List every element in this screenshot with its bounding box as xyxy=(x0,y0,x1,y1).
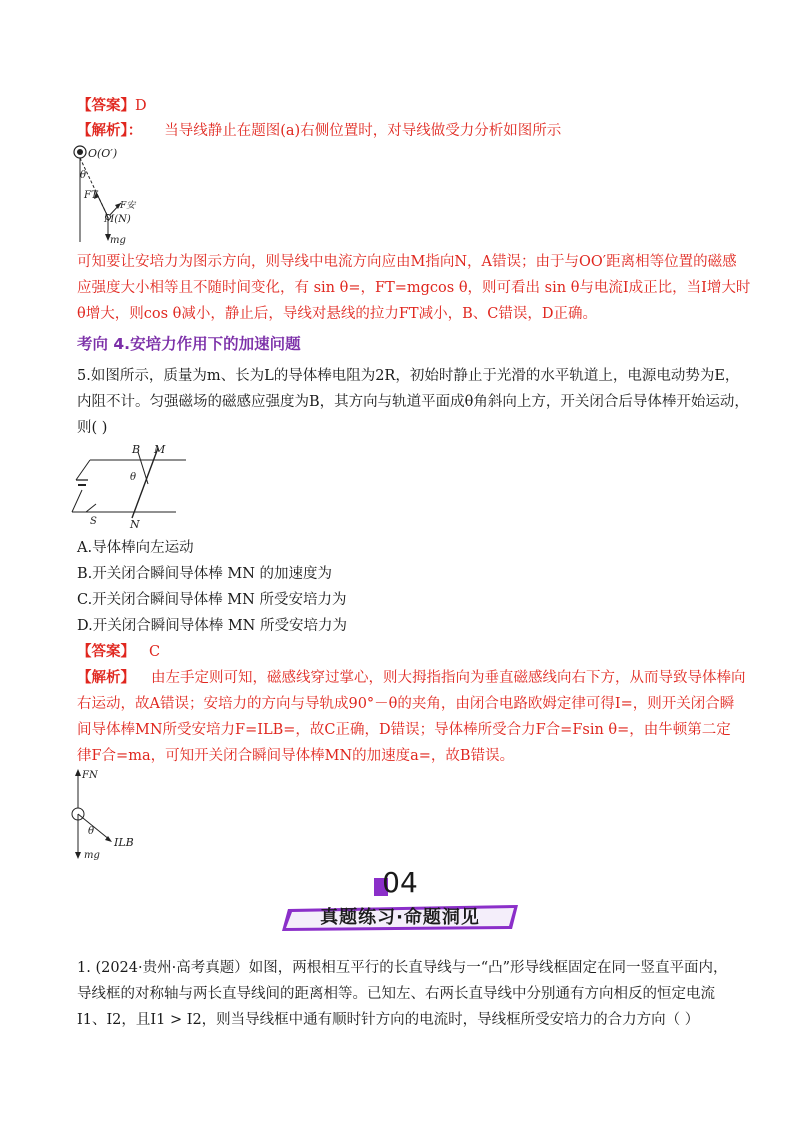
analysis-line-1 xyxy=(77,121,561,141)
section-heading: 考向 4.安培力作用下的加速问题 xyxy=(77,335,301,353)
label-switch: S xyxy=(90,516,97,527)
analysis-body-line-1: 可知要让安培力为图示方向，则导线中电流方向应由M指向N，A错误；由于与OO′距离相等位置的磁感 xyxy=(77,254,737,270)
answer2-value: C xyxy=(149,644,161,660)
question5-line-2: 内阻不计。匀强磁场的磁感应强度为B，其方向与轨道平面成θ角斜向上方，开关闭合后导体棒开始运动， xyxy=(77,394,749,410)
label-mg2: mg xyxy=(84,850,100,861)
section-number: 04 xyxy=(382,866,418,899)
analysis2-line-2: 右运动，故A错误；安培力的方向与导轨成90°－θ的夹角，由闭合电路欧姆定律可得I=，则开关闭合瞬 xyxy=(77,696,735,712)
analysis-tag: 【解析】： xyxy=(77,122,143,139)
label-gravity: mg xyxy=(110,235,126,246)
analysis-body-line-3: θ增大，则cos θ减小，静止后，导线对悬线的拉力FT减小，B、C错误，D正确。 xyxy=(77,306,597,322)
question1-line-3: I1、I2，且I1 > I2，则当导线框中通有顺时针方向的电流时，导线框所受安培力的合力方向（ ） xyxy=(77,1012,700,1028)
label-ampere-force: F安 xyxy=(120,201,136,211)
section-title: 真题练习·命题洞见 xyxy=(320,907,480,928)
label-ilb: ILB xyxy=(114,836,134,849)
label-m: M xyxy=(154,443,166,456)
label-n: N xyxy=(130,518,140,531)
label-theta2: θ xyxy=(130,472,137,483)
option-b: B.开关闭合瞬间导体棒 MN 的加速度为 xyxy=(77,566,333,582)
label-b: B xyxy=(132,443,141,456)
analysis-intro: 当导线静止在题图(a)右侧位置时，对导线做受力分析如图所示 xyxy=(164,123,562,139)
label-point-m: M(N) xyxy=(104,214,131,225)
label-theta3: θ xyxy=(88,826,95,837)
option-c: C.开关闭合瞬间导体棒 MN 所受安培力为 xyxy=(77,592,347,608)
circuit-diagram xyxy=(68,440,198,532)
answer-line-2 xyxy=(77,642,160,662)
option-a: A.导体棒向左运动 xyxy=(77,540,194,556)
answer-value: D xyxy=(135,98,147,114)
answer2-tag: 【答案】 xyxy=(77,643,135,660)
label-tension: FT xyxy=(84,190,98,201)
analysis2-line-3: 间导体棒MN所受安培力F=ILB=，故C正确，D错误；导体棒所受合力F合=Fsin θ=，由牛顿第二定 xyxy=(77,722,731,738)
option-d: D.开关闭合瞬间导体棒 MN 所受安培力为 xyxy=(77,618,347,634)
analysis-body-line-2: 应强度大小相等且不随时间变化，有 sin θ=，FT=mgcos θ，则可看出 sin θ与电流I成正比，当I增大时 xyxy=(77,280,751,296)
label-theta: θ xyxy=(80,170,87,181)
analysis2-text-1: 由左手定则可知，磁感线穿过掌心，则大拇指指向为垂直磁感线向右下方，从而导致导体棒向 xyxy=(151,670,746,686)
label-pivot: O(O′) xyxy=(88,147,118,160)
analysis2-line-4: 律F合=ma，可知开关闭合瞬间导体棒MN的加速度a=，故B错误。 xyxy=(77,748,515,764)
force-diagram-1 xyxy=(72,142,182,250)
analysis2-line-1 xyxy=(77,668,746,688)
label-fn: FN xyxy=(82,770,98,781)
analysis2-tag: 【解析】 xyxy=(77,669,135,686)
question5-line-1: 5.如图所示，质量为m、长为L的导体棒电阻为2R，初始时静止于光滑的水平轨道上，电源电动势为E， xyxy=(77,368,740,384)
answer-tag: 【答案】 xyxy=(77,97,135,114)
answer-line-1 xyxy=(77,96,147,116)
question1-line-1: 1. (2024·贵州·高考真题）如图，两根相互平行的长直导线与一“凸”形导线框固定在同一竖直平面内， xyxy=(77,960,728,976)
question1-line-2: 导线框的对称轴与两长直导线间的距离相等。已知左、右两长直导线中分别通有方向相反的恒定电流 xyxy=(77,986,715,1002)
question5-line-3: 则( ) xyxy=(77,420,108,436)
force-diagram-2 xyxy=(66,766,156,862)
